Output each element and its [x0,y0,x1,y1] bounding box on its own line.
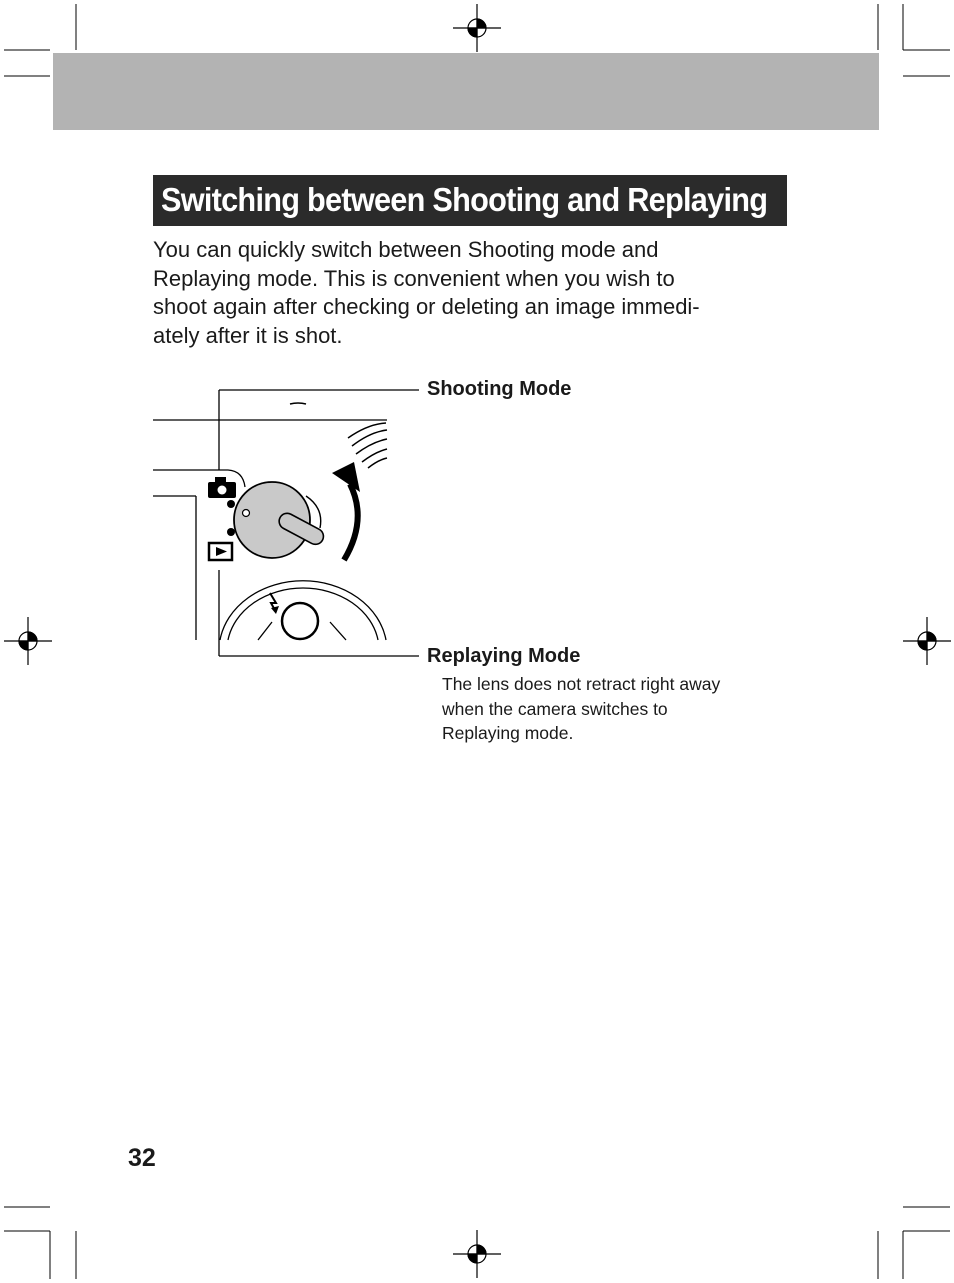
flash-icon [270,593,318,639]
intro-line: shoot again after checking or deleting an image immedi- [153,294,700,319]
note-line: The lens does not retract right away [442,674,721,694]
intro-line: You can quickly switch between Shooting mode and [153,237,659,262]
note-line: when the camera switches to [442,698,668,719]
camera-icon [208,477,236,498]
play-icon [209,543,232,560]
intro-line: Replaying mode. This is convenient when you wish to [153,265,675,291]
page-number: 32 [128,1144,156,1172]
intro-line: ately after it is shot. [153,322,343,348]
replaying-mode-note [442,672,762,746]
replaying-mode-label: Replaying Mode [427,645,581,667]
mode-dial [234,482,326,558]
note-line: Replaying mode. [442,723,574,743]
shooting-mode-label: Shooting Mode [427,378,572,400]
curved-arrow-icon [332,462,360,560]
section-title: Switching between Shooting and Replaying [161,181,768,218]
